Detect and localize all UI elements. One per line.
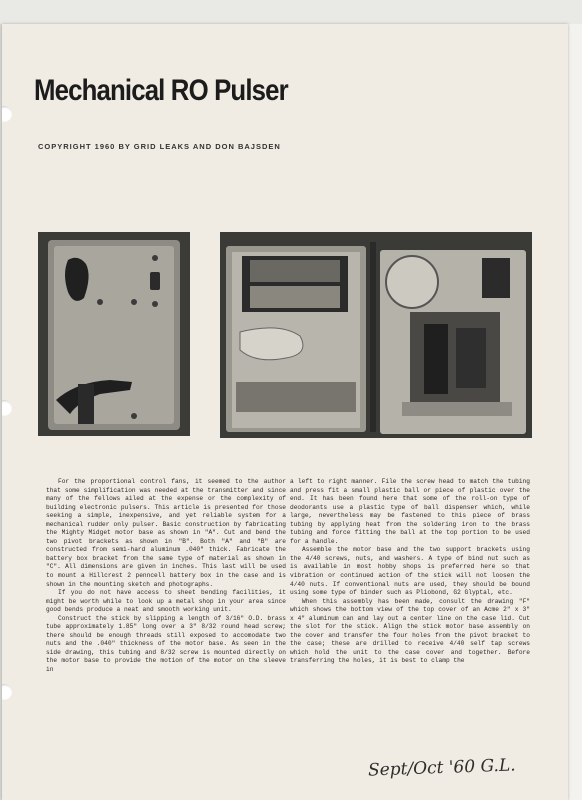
article-column-right: [290, 478, 530, 666]
copyright-line: COPYRIGHT 1960 BY GRID LEAKS AND DON BAJSDEN: [38, 142, 281, 151]
article-column-left: [46, 478, 286, 675]
article-title: Mechanical RO Pulser: [34, 74, 288, 107]
binder-hole: [2, 400, 12, 416]
scan-right-margin: [568, 24, 582, 800]
photo-case-exterior: [38, 232, 190, 436]
photo-case-interior: [220, 232, 532, 438]
binder-hole: [2, 106, 12, 122]
paragraph: When this assembly has been made, consult the drawing "F" which shows the bottom view of the top cover of an Acme 2" x 3" x 4" aluminum can and lay out a center line on the case lid. Cut the slot for the stick. Align the stick motor base assembly on the cover and transfer the four holes from the pivot bracket to the case; these are drilled to receive 4/40 self tap screws which hold the unit to the case cover and together. Before transferring the holes, it is best to clamp the: [290, 597, 530, 665]
paragraph: Construct the stick by slipping a length of 3/16" O.D. brass tube approximately 1.85" long over a 3" 8/32 round head screw; there should be enough threads still exposed to accomodate two nuts and the .040" thickness of the motor base. As seen in the side drawing, this tubing and 8/32 screw is mounted directly on the motor base to provide the motion of the motor on the sleeve in: [46, 614, 286, 674]
handwritten-date-note: Sept/Oct '60 G.L.: [367, 755, 516, 781]
paragraph: For the proportional control fans, it seemed to the author that some simplification was needed at the transmitter and since many of the fellows ailed at the expense or the complexity of building electronic pulsers. This article is presented for those seeking a simple, inexpensive, and yet reliable system for a mechanical rudder only pulser. Basic construction by fabricating the Mighty Midget motor base as shown in "A". Cut and bend the two pivot brackets as shown in "B". Both "A" and "B" are constructed from semi-hard aluminum .040" thick. Fabricate the battery box bracket from the same type of material as shown in "C". All dimensions are given in inches. This last will be used to mount a Hillcrest 2 penncell battery box in the case and is shown in the mounting sketch and photographs.: [46, 478, 286, 588]
scan-top-margin: [0, 0, 582, 24]
paragraph: If you do not have access to sheet bending facilities, it might be worth while to look up a metal shop in your area since good bends produce a neat and smooth working unit.: [46, 589, 286, 614]
paragraph: Assemble the motor base and the two support brackets using the 4/40 screws, nuts, and washers. A type of bind nut such as is available in most hobby shops is preferred here so that vibration or continued action of the stick will not loosen the 4/40 nuts. If conventional nuts are used, they should be bound using some type of binder such as Pliobond, G2 Glyptal, etc.: [290, 546, 530, 597]
binder-hole: [2, 684, 12, 700]
paragraph: a left to right manner. File the screw head to match the tubing and press fit a small plastic ball or piece of plastic over the end. It has been found here that some of the roll-on type of deodorants use a plastic type of ball dispenser which, while large, nevertheless may be fastened to this piece of brass tubing by applying heat from the soldering iron to the brass tubing and force fitting the ball at the top portion to be used for a handle.: [290, 478, 530, 545]
